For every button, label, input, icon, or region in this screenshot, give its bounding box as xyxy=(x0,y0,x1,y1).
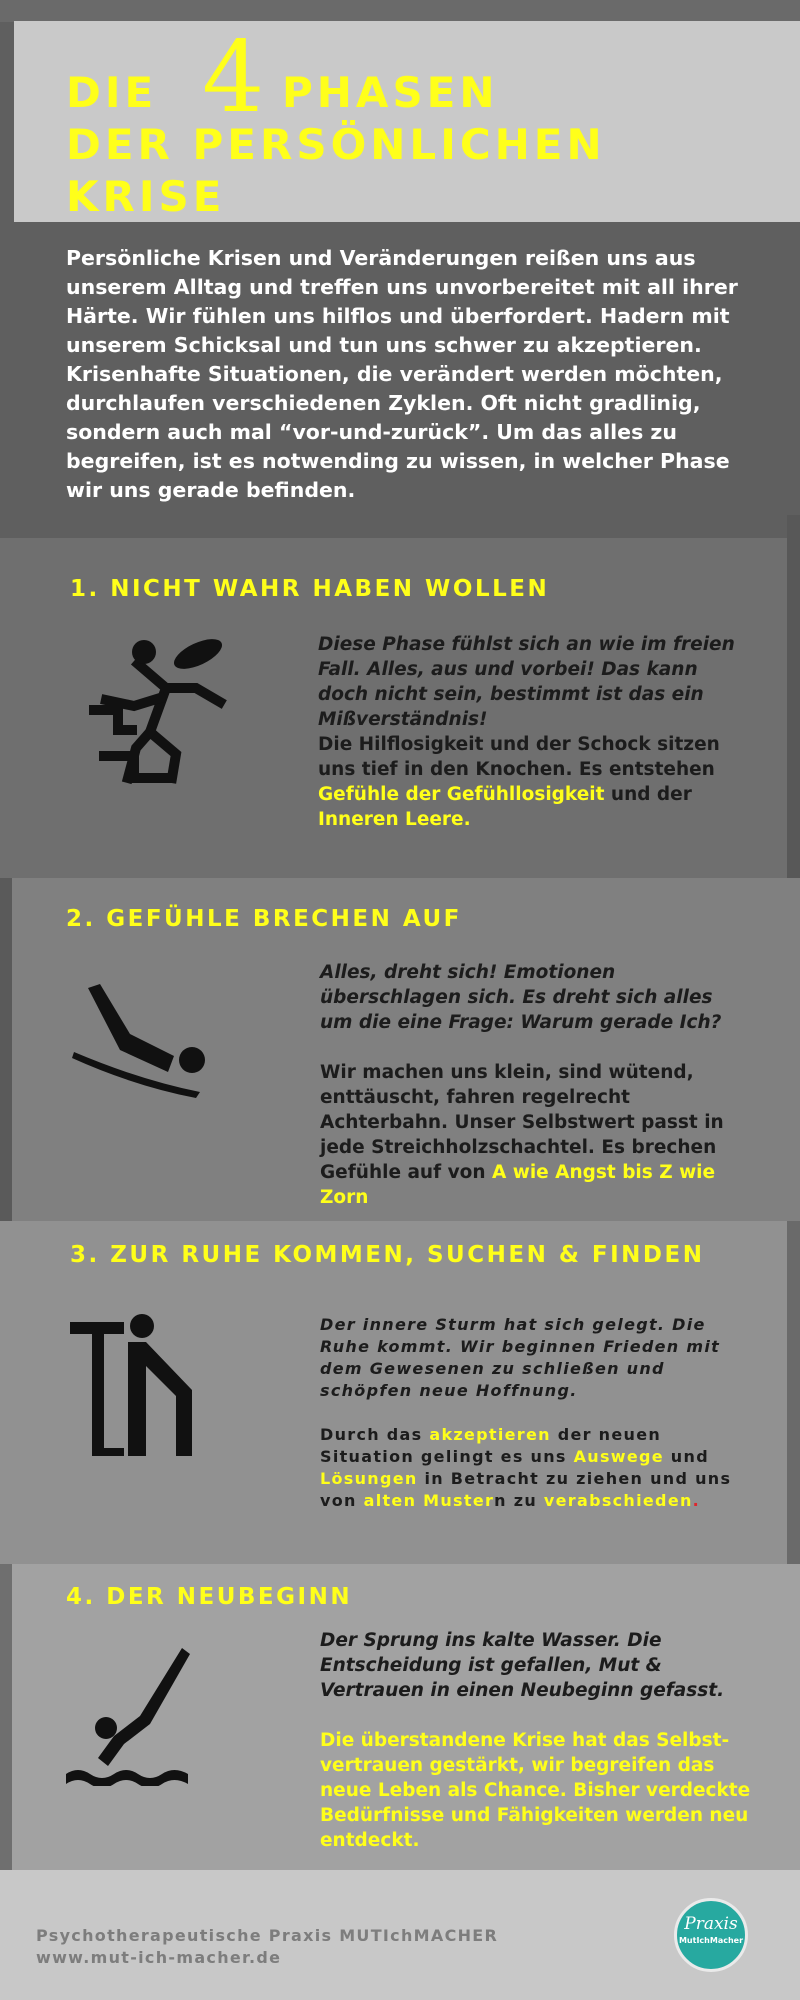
title-line-3: KRISE xyxy=(66,172,226,221)
section-2-edge xyxy=(0,878,12,1221)
section-4-edge xyxy=(0,1564,12,1870)
phase-4-highlight-1: Die überstandene Krise hat das Selbst-vertrauen gestärkt, wir begreifen das neue Leben als Chance. Bisher verdeckte Bedürfnisse und Fähigkeiten werden neu entdeckt. xyxy=(320,1730,751,1851)
section-1-edge xyxy=(787,515,800,878)
searching-person-icon xyxy=(64,1312,204,1458)
falling-person-icon xyxy=(88,636,238,786)
phase-4-quote: Der Sprung ins kalte Wasser. Die Entscheidung ist gefallen, Mut & Vertrauen in einen Neubeginn gefasst. xyxy=(320,1630,725,1701)
title-number-four: 4 xyxy=(202,21,265,135)
phase-3-highlight-4: alten Muster xyxy=(363,1491,495,1510)
footer-practice-name: Psychotherapeutische Praxis MUTIchMACHER xyxy=(36,1926,499,1945)
phase-2-title: 2. GEFÜHLE BRECHEN AUF xyxy=(66,906,462,932)
footer xyxy=(0,1870,800,2000)
phase-2-highlight-1: A wie Angst bis Z wie Zorn xyxy=(320,1162,716,1208)
phase-4-body xyxy=(320,1728,770,1853)
phase-2-body: Wir machen uns klein, sind wütend, enttäuscht, fahren regelrecht Achterbahn. Unser Selbstwert passt in jede Streichholzschachtel. Es brechen Gefühle auf von A wie Angst bis Z wie Zorn xyxy=(320,1062,724,1208)
phase-1-highlight-1: Gefühle der Gefühllosigkeit xyxy=(318,784,605,805)
phase-3-highlight-3: Lösungen xyxy=(320,1469,418,1488)
phase-3-highlight-1: akzeptieren xyxy=(429,1425,551,1444)
phase-1-quote: Diese Phase fühlst sich an wie im freien Fall. Alles, aus und vorbei! Das kann doch nicht sein, bestimmt ist das ein Mißverständnis! xyxy=(318,634,735,730)
phase-1-body: Die Hilflosigkeit und der Schock sitzen uns tief in den Knochen. Es entstehen Gefühle der Gefühllosigkeit und der Inneren Leere. xyxy=(318,734,720,830)
title-line-2: DER PERSÖNLICHEN xyxy=(66,120,606,169)
intro-section xyxy=(0,222,800,538)
phase-3-body: Durch das akzeptieren der neuen Situation gelingt es uns Auswege und Lösungen in Betracht zu ziehen und uns von alten Mustern zu verabschieden. xyxy=(320,1425,732,1510)
section-3-edge xyxy=(787,1221,800,1564)
rollercoaster-person-icon xyxy=(70,980,220,1110)
logo-text-praxis: Praxis xyxy=(684,1914,738,1934)
title-word-phasen: PHASEN xyxy=(282,68,499,117)
phase-3-quote: Der innere Sturm hat sich gelegt. Die Ruhe kommt. Wir beginnen Frieden mit dem Gewesenen zu schließen und schöpfen neue Hoffnung. xyxy=(320,1315,721,1400)
phase-3-highlight-2: Auswege xyxy=(573,1447,664,1466)
practice-logo xyxy=(674,1898,748,1972)
header-box xyxy=(14,21,800,222)
top-strip xyxy=(0,0,800,22)
phase-3-title: 3. ZUR RUHE KOMMEN, SUCHEN & FINDEN xyxy=(70,1242,705,1268)
footer-website[interactable]: www.mut-ich-macher.de xyxy=(36,1948,282,1967)
diving-person-icon xyxy=(64,1646,204,1786)
phase-2-quote: Alles, dreht sich! Emotionen überschlagen sich. Es dreht sich alles um die eine Frage: Warum gerade Ich? xyxy=(320,962,722,1033)
phase-4-title: 4. DER NEUBEGINN xyxy=(66,1584,353,1610)
phase-1-title: 1. NICHT WAHR HABEN WOLLEN xyxy=(70,576,550,602)
intro-text: Persönliche Krisen und Veränderungen reißen uns aus unserem Alltag und treffen uns unvorbereitet mit all ihrer Härte. Wir fühlen uns hilflos und überfordert. Hadern mit unserem Schicksal und tun uns schwer zu akzeptieren. Krisenhafte Situationen, die verändert werden möchten, durchlaufen verschiedenen Zyklen. Oft nicht gradlinig, sondern auch mal “vor-und-zurück”. Um das alles zu begreifen, ist es notwending zu wissen, in welcher Phase wir uns gerade befinden. xyxy=(66,246,738,502)
phase-3-highlight-5: verabschieden xyxy=(543,1491,693,1510)
title-word-die: DIE xyxy=(66,68,158,117)
logo-text-name: MutIchMacher xyxy=(678,1936,744,1945)
phase-1-highlight-2: Inneren Leere. xyxy=(318,809,471,830)
